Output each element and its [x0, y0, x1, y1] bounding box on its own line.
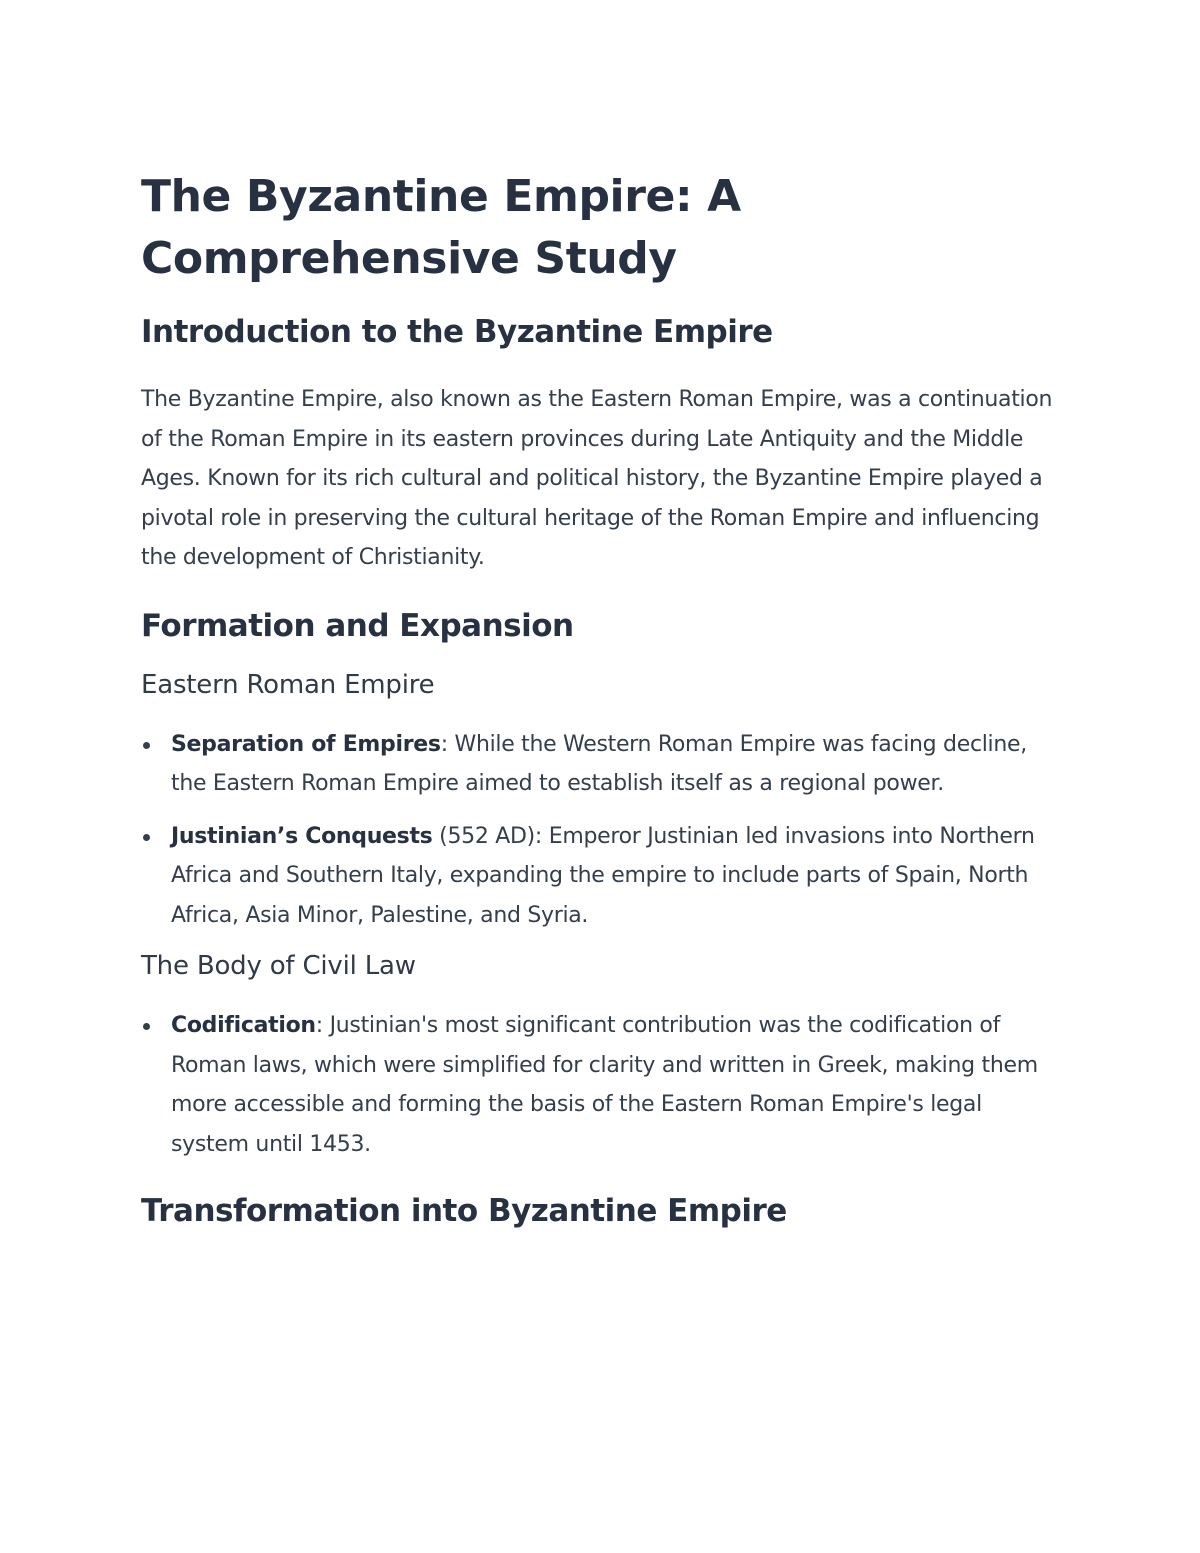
- list-item-term: Justinian’s Conquests: [171, 823, 433, 849]
- document-title: The Byzantine Empire: A Comprehensive Study: [141, 171, 741, 284]
- list-item-term: Codification: [171, 1013, 316, 1038]
- subsection-heading-eastern-roman-empire: Eastern Roman Empire: [141, 669, 435, 700]
- bullet-icon: [143, 1023, 150, 1030]
- list-item-text: : Justinian's most significant contribution was the codification of Roman laws, which were simplified for clarity and written in Greek, making them more accessible and forming the basis of the Eastern Roman Empire's legal system until 1453.: [171, 1013, 1038, 1157]
- introduction-paragraph: The Byzantine Empire, also known as the Eastern Roman Empire, was a continuation of the Roman Empire in its eastern provinces during Late Antiquity and the Middle Ages. Known for its rich cultural and political history, the Byzantine Empire played a pivotal role in preserving the cultural heritage of the Roman Empire and influencing the development of Christianity.: [141, 387, 1053, 570]
- bullet-icon: [143, 834, 150, 841]
- civil-law-list: [141, 1006, 1060, 1164]
- eastern-roman-empire-list: [141, 725, 1060, 936]
- list-item: [141, 817, 1060, 936]
- list-item-text: (552 AD): Emperor Justinian led invasions into Northern Africa and Southern Italy, expanding the empire to include parts of Spain, North Africa, Asia Minor, Palestine, and Syria.: [171, 823, 1035, 928]
- subsection-heading-civil-law: The Body of Civil Law: [141, 951, 416, 981]
- section-heading-formation: Formation and Expansion: [141, 607, 574, 644]
- section-heading-introduction: Introduction to the Byzantine Empire: [141, 314, 773, 350]
- section-heading-transformation: Transformation into Byzantine Empire: [141, 1193, 787, 1229]
- list-item-text: : While the Western Roman Empire was facing decline, the Eastern Roman Empire aimed to establish itself as a regional power.: [171, 731, 1027, 796]
- list-item-term: Separation of Empires: [171, 731, 441, 757]
- list-item: [141, 1006, 1060, 1164]
- list-item: [141, 725, 1060, 804]
- bullet-icon: [143, 742, 150, 749]
